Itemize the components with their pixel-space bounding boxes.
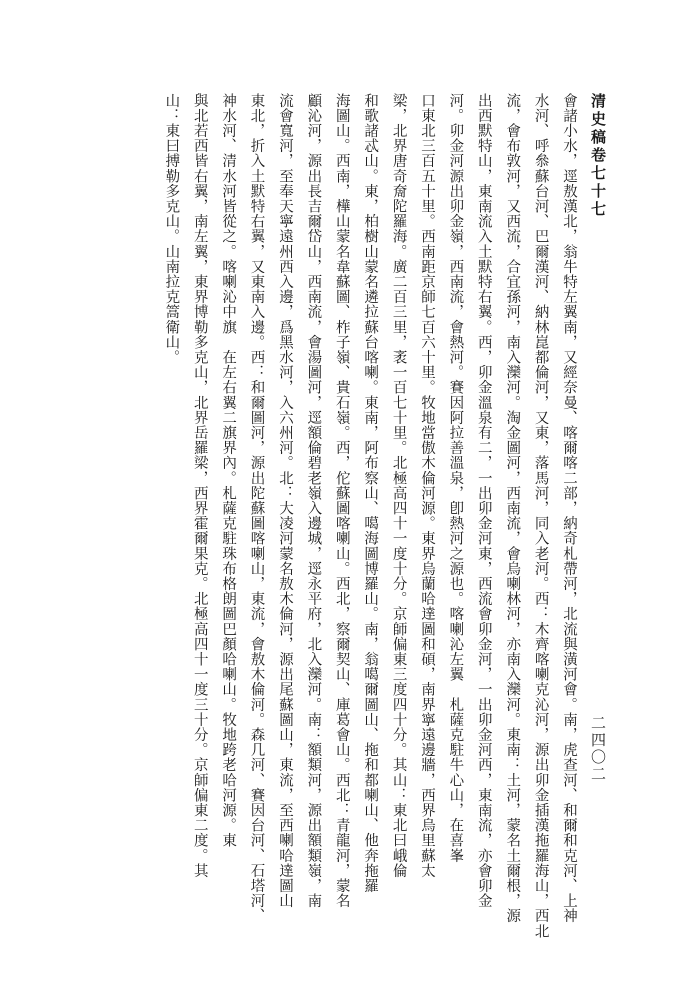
text-body (23, 93, 583, 943)
text-column: 流，會布敦河，又西流，合宜孫河，南入灤河。淘金圖河，西南流，會烏喇林河，亦南入灤河。東南：土河，蒙名土爾根，源 (504, 93, 521, 924)
text-column: 河。卯金河源出卯金嶺，西南流，會熱河。賽因阿拉善溫泉，卽熱河之源也。喀喇沁左翼 札薩克駐牛心山，在喜峯 (447, 93, 464, 864)
text-column: 梁，北界唐奇奝陀羅海。廣二百三里，袤一百七十里。北極高四十一度十分。京師偏東三度四十分。其山：東北曰峨倫 (390, 93, 407, 879)
text-column: 與北若西皆右翼，南左翼，東界博勒多克山，北界岳羅梁，西界霍爾果克。北極高四十一度三十分。京師偏東二度。其 (191, 93, 208, 879)
text-column: 會諸小水，逕敖漢北，翁牛特左翼南，又經奈曼、喀爾喀二部，納奇札帶河，北流與潢河會。南，虎查河、和爾和克河、上神 (561, 93, 577, 924)
book-title: 清史稿卷七十七 (589, 93, 607, 219)
text-column: 海圖山。西南，樺山蒙名韋蘇圖、柞子嶺、貴石嶺。西，佗蘇圖喀喇山。西北，察爾契山、庫葛會山。西北：青龍河，蒙名 (333, 93, 350, 909)
page-number: 二四〇二 (589, 715, 607, 783)
text-column: 水河、呼叅蘇台河、巴爾漢河、納林崑都倫河，又東，落馬河，同入老河。西：木齊喀喇克沁河，源出卯金插漢拖羅海山，西北 (532, 93, 549, 939)
text-column: 東北，折入土默特右翼，又東南入邊。西：和爾圖河，源出陀蘇圖喀喇山，東流，會敖木倫河。森几河、賽因台河、石塔河、 (248, 93, 265, 924)
text-column: 山：東曰搏勒多克山。山南拉克篙衛山。 (163, 93, 180, 365)
text-column: 神水河、清水河皆從之。喀喇沁中旗 在左右翼二旗界內。札薩克駐珠布格朗圖巴顏哈喇山。牧地跨老哈河源。東 (220, 93, 237, 848)
text-column: 流會寬河，至奉天寧遠州西入邊，爲黑水河，入六州河。北：大凌河蒙名敖木倫河，源出尾蘇圖山，東流，至西喇哈達圖山 (276, 93, 293, 909)
text-column: 和歌諸忒山。東，柏樹山蒙名遴拉蘇台喀喇。東南，阿布察山、噶海圖博羅山。南，翁噶爾圖山、拖和都喇山、他奔拖羅 (362, 93, 379, 894)
text-column: 出西默特山，東南流入土默特右翼。西，卯金溫泉有二，一出卯金河東，西流會卯金河，一出卯金河西，東南流，亦會卯金 (475, 93, 492, 909)
text-column: 顧沁河，源出長吉爾岱山，西南流，會湯圖河，逕額倫碧老嶺入邊城，逕永平府，北入灤河。南：額類河，源出額類嶺，南 (305, 93, 322, 909)
text-column: 口東北三百五十里。西南距京師七百六十里。牧地當傲木倫河源。東界烏蘭哈達圖和碩，南界寧遠邊牆，西界烏里蘇太 (418, 93, 435, 879)
